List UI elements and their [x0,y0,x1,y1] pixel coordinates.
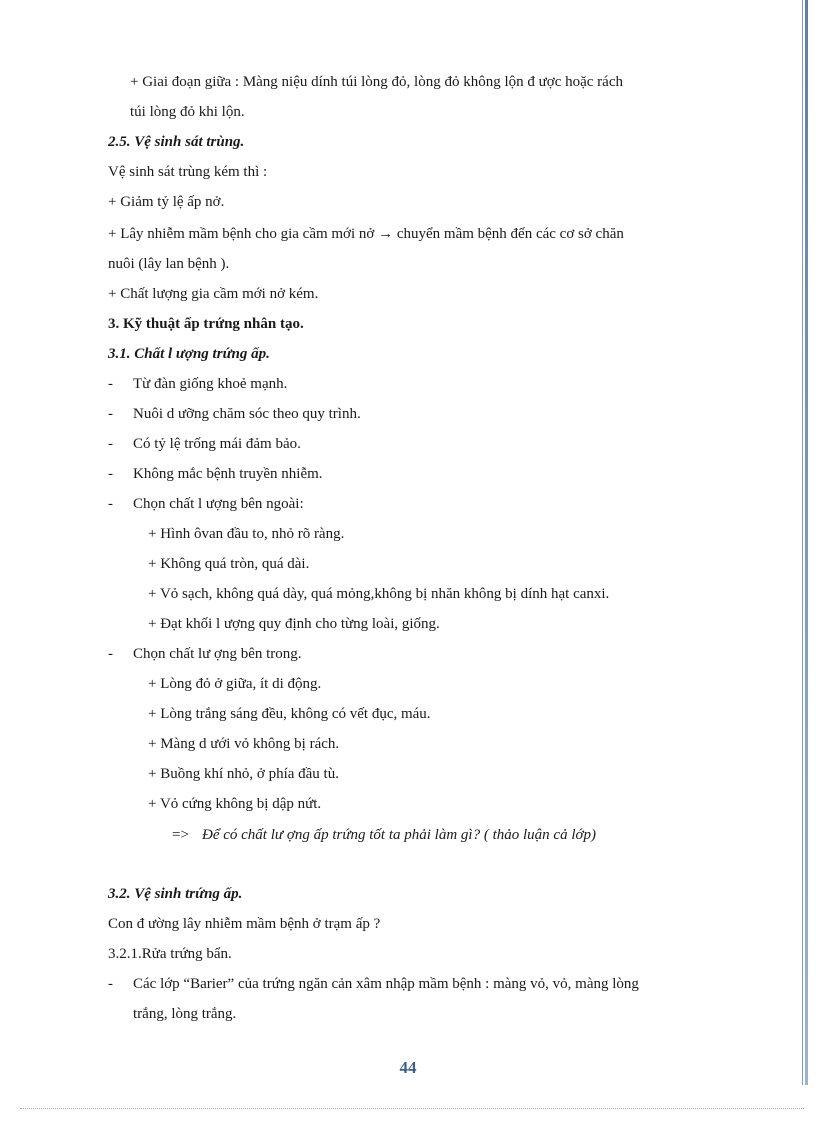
paragraph-line: nuôi (lây lan bệnh ). [108,256,230,272]
discussion-question: Để có chất lư ợng ấp trứng tốt ta phải làm gì? ( thảo luận cả lớp) [202,827,597,843]
section-heading: 3.1. Chất l ượng trứng ấp. [108,346,270,362]
bullet-text: Có tỷ lệ trống mái đảm bảo. [133,436,301,452]
bullet-text: Không mắc bệnh truyền nhiễm. [133,466,323,482]
sub-item: + Không quá tròn, quá dài. [148,556,310,572]
page-number: 44 [399,1058,417,1077]
dash-bullet: - [108,406,113,422]
page-border-right [805,0,808,1085]
chapter-heading: 3. Kỹ thuật ấp trứng nhân tạo. [108,316,304,332]
section-heading: 3.2. Vệ sinh trứng ấp. [108,886,243,902]
sub-item: + Màng d ưới vỏ không bị rách. [148,736,340,752]
paragraph-line: + Giảm tỷ lệ ấp nở. [108,194,225,210]
paragraph-line: Vệ sinh sát trùng kém thì : [108,164,268,180]
dash-bullet: - [108,436,113,452]
sub-item: + Vỏ cứng không bị dập nứt. [148,796,322,812]
paragraph-line: Con đ ường lây nhiễm mầm bệnh ở trạm ấp ? [108,916,381,932]
sub-item: + Lòng trắng sáng đều, không có vết đục, máu. [148,706,431,722]
sub-item: + Lòng đỏ ở giữa, ít di động. [148,676,322,692]
paragraph-line: + Giai đoạn giữa : Màng niệu dính túi lòng đỏ, lòng đỏ không lộn đ ược hoặc rách [130,74,623,90]
paragraph-line: trắng, lòng trắng. [133,1006,237,1022]
page-border-bottom [20,1108,804,1109]
arrow-marker: => [172,827,189,843]
paragraph-line: túi lòng đỏ khi lộn. [130,104,245,120]
dash-bullet: - [108,466,113,482]
paragraph-line: + Lây nhiễm mầm bệnh cho gia cầm mới nở → chuyển mầm bệnh đến các cơ sở chăn [108,226,624,242]
paragraph-line: + Chất lượng gia cầm mới nở kém. [108,286,319,302]
dash-bullet: - [108,376,113,392]
sub-item: + Buồng khí nhỏ, ở phía đầu tù. [148,766,339,782]
bullet-text: Từ đàn giống khoẻ mạnh. [133,376,288,392]
page-border-right-inner [802,0,803,1085]
sub-item: + Đạt khối l ượng quy định cho từng loài, giống. [148,616,440,632]
bullet-text: Các lớp “Barier” của trứng ngăn cản xâm nhập mầm bệnh : màng vỏ, vỏ, màng lòng [133,976,639,992]
subsection-heading: 3.2.1.Rửa trứng bẩn. [108,946,232,962]
sub-item: + Hình ôvan đầu to, nhỏ rõ ràng. [148,526,345,542]
bullet-text: Chọn chất lư ợng bên trong. [133,646,302,662]
section-heading: 2.5. Vệ sinh sát trùng. [108,134,245,150]
dash-bullet: - [108,496,113,512]
bullet-text: Nuôi d ưỡng chăm sóc theo quy trình. [133,406,361,422]
dash-bullet: - [108,646,113,662]
bullet-text: Chọn chất l ượng bên ngoài: [133,496,304,512]
dash-bullet: - [108,976,113,992]
sub-item: + Vỏ sạch, không quá dày, quá mỏng,không bị nhăn không bị dính hạt canxi. [148,586,610,602]
